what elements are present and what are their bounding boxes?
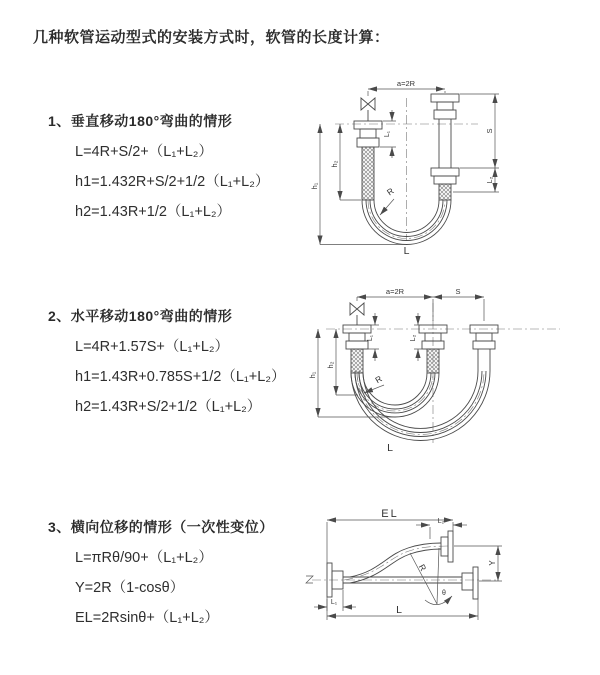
formula-y: Y=2R（1-cosθ）	[75, 580, 185, 596]
left-hose-end-fitting	[354, 121, 382, 200]
page-title: 几种软管运动型式的安装方式时，软管的长度计算：	[33, 29, 390, 46]
dim-h2-label: h₂	[330, 160, 339, 168]
dimensions	[314, 508, 502, 620]
formula-h1: h1=1.43R+0.785S+1/2（L₁+L₂）	[75, 369, 286, 385]
dim-a-label: a=2R	[385, 287, 405, 296]
formula-h2: h2=1.43R+S/2+1/2（L₁+L₂）	[75, 399, 262, 415]
section-2-formulas	[48, 332, 285, 422]
dim-a-label: a=2R	[396, 79, 416, 88]
centerlines	[335, 98, 478, 241]
right-hose-end-fitting	[431, 94, 459, 200]
dim-el-label: EL	[381, 508, 399, 520]
section-1-formulas	[48, 137, 269, 227]
left-hose-end-fitting	[343, 325, 371, 373]
dimensions	[310, 79, 499, 256]
dim-l2-label: L₂	[487, 176, 494, 184]
dim-l2-label: L₂	[437, 518, 445, 525]
valve-icon	[361, 98, 375, 121]
angle-theta-label: θ	[442, 590, 446, 597]
diagram-vertical-180-bend	[310, 76, 600, 256]
radius-label: R	[416, 562, 429, 573]
radius-label: R	[373, 373, 384, 386]
dim-l2-label: L₂	[410, 334, 417, 342]
dim-l1-label: L₁	[384, 130, 391, 138]
dim-y-label: Y	[488, 560, 497, 566]
dim-l-label: L	[396, 604, 402, 616]
dimensions	[308, 287, 484, 454]
section-2	[48, 305, 285, 422]
centerline-break-mark	[306, 576, 313, 583]
upper-flange-fitting	[441, 531, 453, 562]
dim-l1-label: L₁	[330, 599, 338, 606]
right-flange-fitting	[462, 567, 478, 599]
radius-construction	[410, 548, 452, 605]
formula-length: L=4R+1.57S+（L₁+L₂）	[75, 339, 230, 355]
section-3-formulas	[48, 543, 274, 633]
dim-h1-label: h₁	[310, 182, 319, 190]
moved-hose-end-fitting	[470, 325, 498, 371]
section-3	[48, 516, 274, 633]
formula-h1: h1=1.432R+S/2+1/2（L₁+L₂）	[75, 174, 270, 190]
dim-h2-label: h₂	[326, 361, 335, 369]
hose-u-bend-initial	[351, 373, 439, 417]
radius-label: R	[384, 185, 396, 198]
formula-h2: h2=1.43R+1/2（L₁+L₂）	[75, 204, 232, 220]
centerlines	[312, 546, 496, 580]
section-1-heading: 1、垂直移动180°弯曲的情形	[48, 113, 233, 129]
section-1	[48, 110, 269, 227]
dim-h1-label: h₁	[308, 371, 317, 379]
dim-l1-label: L₁	[367, 334, 374, 342]
section-2-heading: 2、水平移动180°弯曲的情形	[48, 308, 233, 324]
valve-icon	[350, 303, 364, 325]
length-label: L	[403, 245, 410, 256]
dim-s-label: S	[455, 287, 461, 296]
section-3-heading: 3、横向位移的情形（一次性变位）	[48, 519, 274, 535]
length-label: L	[387, 442, 393, 454]
formula-length: L=4R+S/2+（L₁+L₂）	[75, 144, 213, 160]
formula-length: L=πRθ/90+（L₁+L₂）	[75, 550, 213, 566]
dim-s-label: S	[485, 128, 494, 134]
formula-el: EL=2Rsinθ+（L₁+L₂）	[75, 610, 219, 626]
diagram-lateral-displacement	[298, 503, 600, 655]
diagram-horizontal-180-bend	[308, 283, 600, 455]
